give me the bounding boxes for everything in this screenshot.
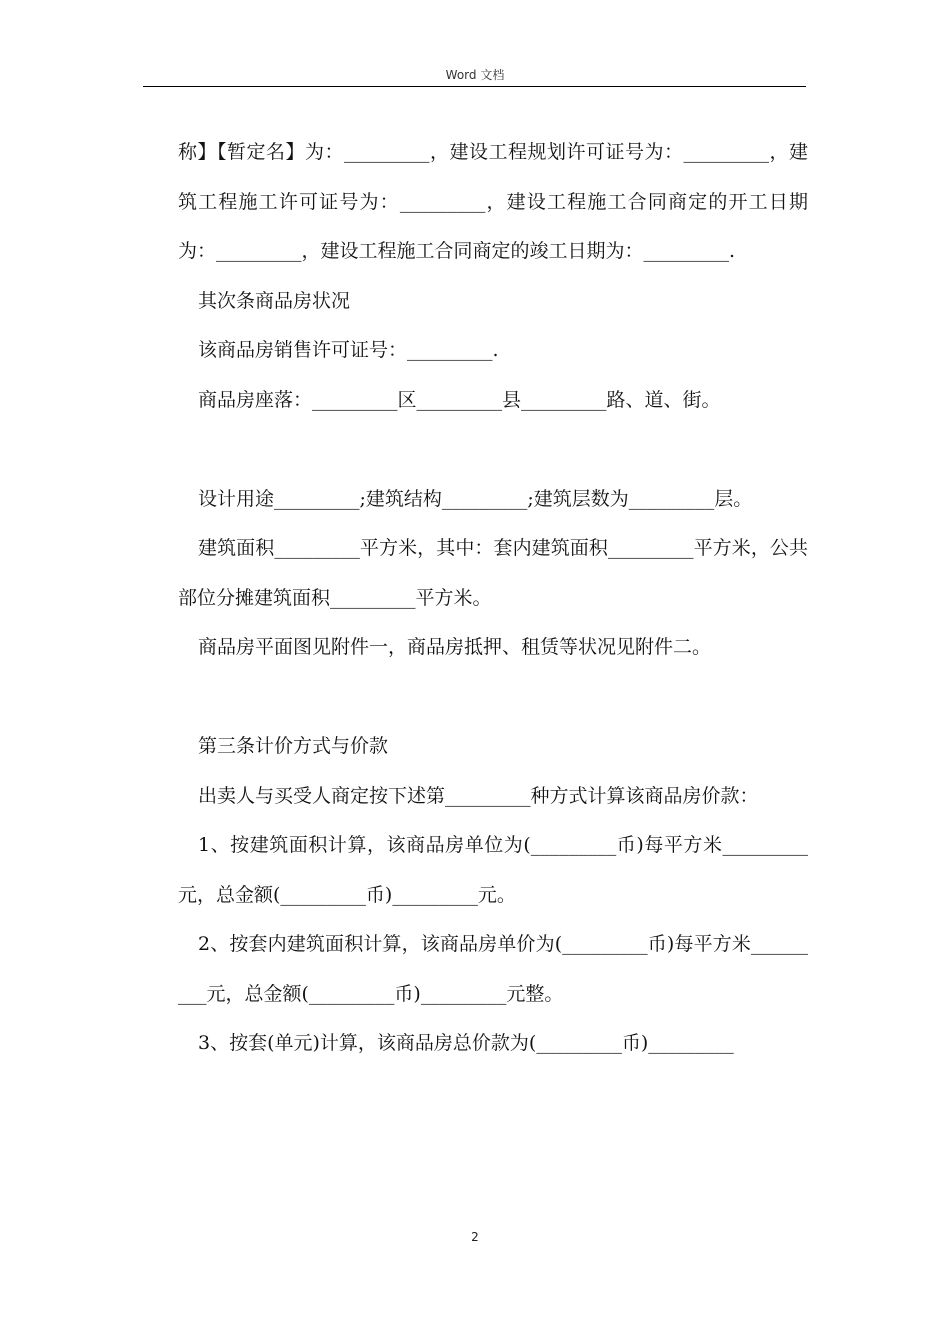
paragraph-sales-permit: 该商品房销售许可证号：_________.: [198, 339, 499, 361]
list-item-option-2: 2、按套内建筑面积计算，该商品房单价为(_________币)每平方米_________元，总金额(_________币)_________元整。: [178, 933, 808, 1005]
paragraph-project-info: 称】【暂定名】为：_________，建设工程规划许可证号为：_________，建筑工程施工许可证号为：_________，建设工程施工合同商定的开工日期为：_________，建设工程施工合同商定的竣工日期为：_________.: [178, 141, 808, 262]
paragraph-design-use: 设计用途_________;建筑结构_________;建筑层数为_________层。: [198, 487, 753, 510]
paragraph-pricing-method: 出卖人与买受人商定按下述第_________种方式计算该商品房价款：: [198, 784, 759, 807]
paragraph-building-area: 建筑面积_________平方米，其中：套内建筑面积_________平方米，公共部位分摊建筑面积_________平方米。: [178, 537, 808, 609]
list-item-option-3: 3、按套(单元)计算，该商品房总价款为(_________币)_________: [198, 1032, 734, 1054]
paragraph-spacer: [178, 425, 808, 475]
page-number: 2: [471, 1230, 479, 1244]
section-heading-article-2: 其次条商品房状况: [198, 289, 351, 312]
document-body: [178, 128, 808, 1069]
paragraph-location: 商品房座落：_________区_________县_________路、道、街。: [198, 388, 721, 411]
header-title: Word 文档: [445, 68, 505, 82]
header-rule: [143, 86, 806, 87]
paragraph-attachments: 商品房平面图见附件一，商品房抵押、租赁等状况见附件二。: [198, 636, 712, 658]
list-item-option-1: 1、按建筑面积计算，该商品房单位为(_________币)每平方米_________元，总金额(_________币)_________元。: [178, 834, 808, 906]
section-heading-article-3: 第三条计价方式与价款: [198, 735, 389, 757]
paragraph-spacer: [178, 673, 808, 723]
